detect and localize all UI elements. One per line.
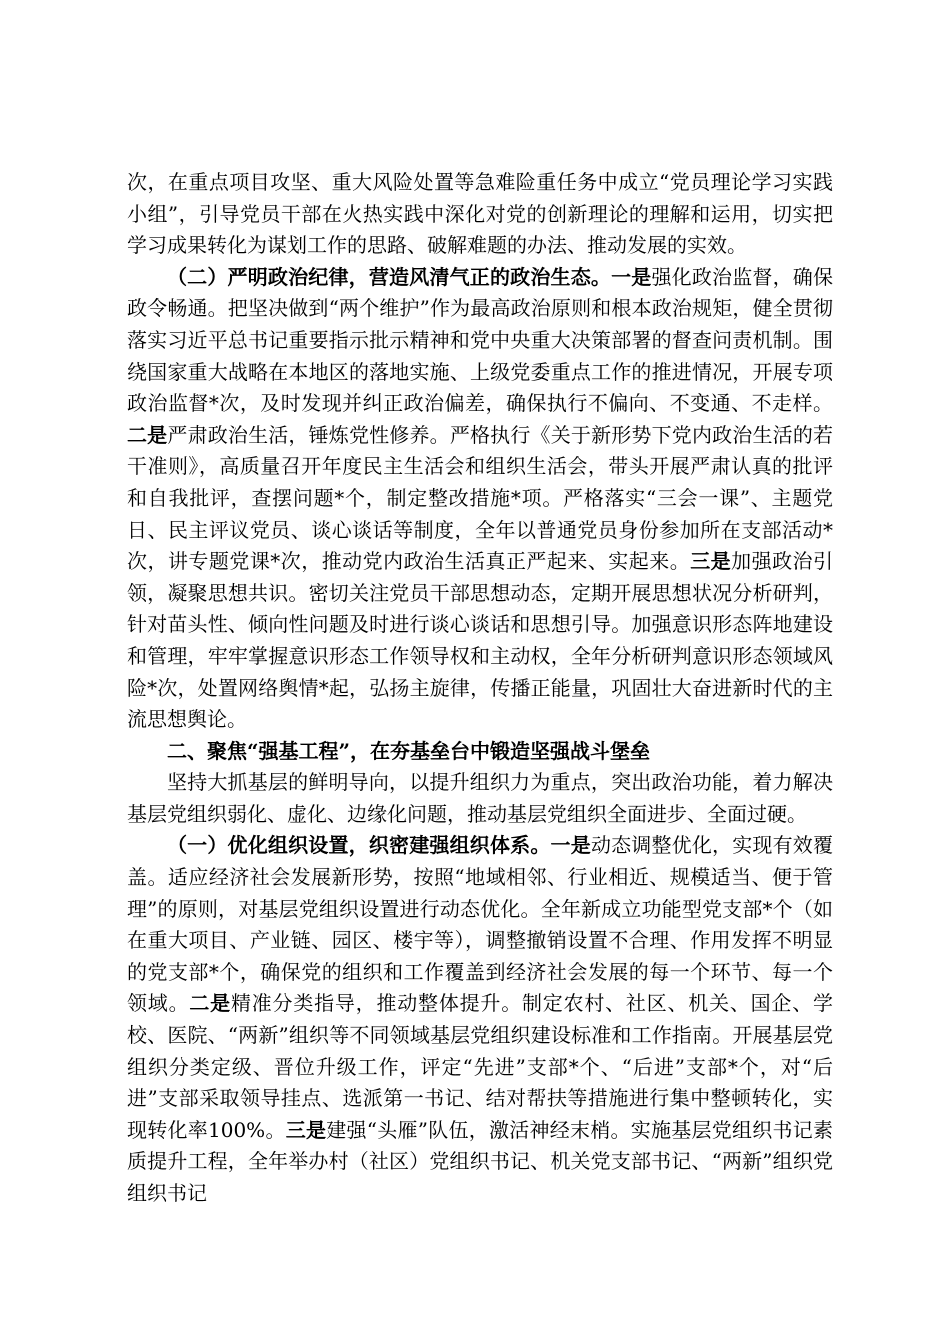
text-run: 次，在重点项目攻坚、重大风险处置等急难险重任务中成立“党员理论学习实践小组”，引导党员干部在火热实践中深化对党的创新理论的理解和运用，切实把学习成果转化为谋划工作的思路、破解难题的办法、推动发展的实效。: [127, 170, 833, 258]
emphasis-run: 三是: [690, 549, 732, 574]
text-run: 加强政治引领，凝聚思想共识。密切关注党员干部思想动态，定期开展思想状况分析研判，针对苗头性、倾向性问题及时进行谈心谈话和思想引导。加强意识形态阵地建设和管理，牢牢掌握意识形态工作领导权和主动权，全年分析研判意识形态领域风险*次，处置网络舆情*起，弘扬主旋律，传播正能量，巩固壮大奋进新时代的主流思想舆论。: [127, 549, 834, 732]
text-run: 动态调整优化，实现有效覆盖。适应经济社会发展新形势，按照“地域相邻、行业相近、规模适当、便于管理”的原则，对基层党组织设置进行动态优化。全年新成立功能型党支部*个（如在重大项目、产业链、园区、楼宇等），调整撤销设置不合理、作用发挥不明显的党支部*个，确保党的组织和工作覆盖到经济社会发展的每一个环节、每一个领域。: [127, 833, 833, 1016]
section-heading-run: （二）严明政治纪律，营造风清气正的政治生态。一是: [167, 264, 652, 289]
section-heading-run: （一）优化组织设置，织密建强组织体系。一是: [167, 833, 591, 858]
paragraph-organization-setup: [127, 830, 833, 1209]
text-run: 严肃政治生活，锤炼党性修养。严格执行《关于新形势下党内政治生活的若干准则》，高质量召开年度民主生活会和组织生活会，带头开展严肃认真的批评和自我批评，查摆问题*个，制定整改措施*项。严格落实“三会一课”、主题党日、民主评议党员、谈心谈话等制度，全年以普通党员身份参加所在支部活动*次，讲专题党课*次，推动党内政治生活真正严起来、实起来。: [127, 422, 834, 574]
paragraph-continuation: [127, 167, 833, 262]
paragraph-section-intro: [127, 767, 833, 830]
emphasis-run: 二是: [189, 991, 231, 1016]
emphasis-run: 三是: [285, 1117, 327, 1142]
text-run: 建强“头雁”队伍，激活神经末梢。实施基层党组织书记素质提升工程，全年举办村（社区）党组织书记、机关党支部书记、“两新”组织党组织书记: [127, 1117, 834, 1205]
text-run: 坚持大抓基层的鲜明导向，以提升组织力为重点，突出政治功能，着力解决基层党组织弱化、虚化、边缘化问题，推动基层党组织全面进步、全面过硬。: [127, 770, 833, 826]
section-heading: [127, 736, 833, 768]
paragraph-political-discipline: [127, 262, 833, 736]
text-run: 精准分类指导，推动整体提升。制定农村、社区、机关、国企、学校、医院、“两新”组织等不同领域基层党组织建设标准和工作指南。开展基层党组织分类定级、晋位升级工作，评定“先进”支部*个、“后进”支部*个，对“后进”支部采取领导挂点、选派第一书记、结对帮扶等措施进行集中整顿转化，实现转化率100%。: [127, 991, 834, 1142]
section-heading-run: 二、聚焦“强基工程”，在夯基垒台中锻造坚强战斗堡垒: [167, 738, 651, 763]
text-run: 强化政治监督，确保政令畅通。把坚决做到“两个维护”作为最高政治原则和根本政治规矩，健全贯彻落实习近平总书记重要指示批示精神和党中央重大决策部署的督查问责机制。围绕国家重大战略在本地区的落地实施、上级党委重点工作的推进情况，开展专项政治监督*次，及时发现并纠正政治偏差，确保执行不偏向、不变通、不走样。: [127, 264, 833, 416]
document-body: [127, 167, 833, 1210]
emphasis-run: 二是: [127, 422, 168, 447]
